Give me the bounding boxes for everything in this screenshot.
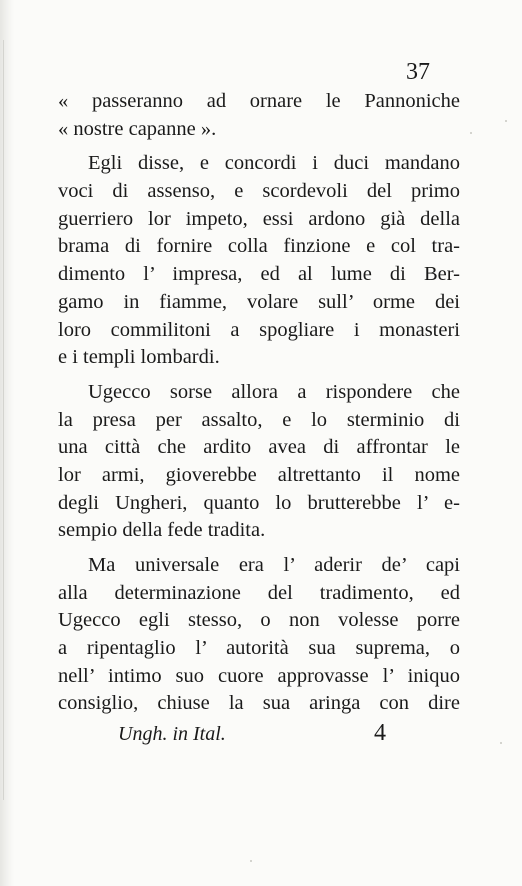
signature-line <box>118 720 418 748</box>
text-line: la presa per assalto, e lo sterminio di <box>58 408 460 431</box>
text-line: voci di assenso, e scordevoli del primo <box>58 180 460 203</box>
text-line: dimento l’ impresa, ed al lume di Ber- <box>58 263 460 286</box>
text-line: lor armi, gioverebbe altrettanto il nome <box>58 463 460 486</box>
paper-speck <box>505 120 507 122</box>
text-line: Ugecco egli stesso, o non volesse porre <box>58 609 460 632</box>
text-line: loro commilitoni a spogliare i monasteri <box>58 318 460 341</box>
text-line: nell’ intimo suo cuore approvasse l’ iniquo <box>58 664 460 687</box>
text-line: a ripentaglio l’ autorità sua suprema, o <box>58 637 460 660</box>
binding-edge <box>0 0 14 886</box>
text-line: brama di fornire colla finzione e col tra- <box>58 235 460 258</box>
text-line: alla determinazione del tradimento, ed <box>58 581 460 604</box>
text-line: Ma universale era l’ aderir de’ capi <box>88 554 460 576</box>
text-line: consiglio, chiuse la sua aringa con dire <box>58 692 460 715</box>
paper-speck <box>470 132 472 134</box>
signature-mark: Ungh. in Ital. <box>118 723 226 745</box>
text-line: « nostre capanne ». <box>58 117 217 140</box>
page-number: 37 <box>406 59 430 85</box>
paper-speck <box>500 742 502 744</box>
text-line: e i templi lombardi. <box>58 346 220 369</box>
text-line: gamo in fiamme, volare sull’ orme dei <box>58 290 460 313</box>
text-line: una città che ardito avea di affrontar le <box>58 436 460 459</box>
paper-speck <box>250 860 252 862</box>
text-line: sempio della fede tradita. <box>58 519 266 542</box>
signature-number: 4 <box>374 720 386 746</box>
text-line: degli Ungheri, quanto lo brutterebbe l’ e- <box>58 491 460 514</box>
body-text <box>58 88 460 718</box>
text-line: guerriero lor impeto, essi ardono già della <box>58 207 460 230</box>
text-line: Egli disse, e concordi i duci mandano <box>88 152 460 175</box>
text-line: « passeranno ad ornare le Pannoniche <box>58 90 460 112</box>
text-line: Ugecco sorse allora a rispondere che <box>88 380 460 403</box>
